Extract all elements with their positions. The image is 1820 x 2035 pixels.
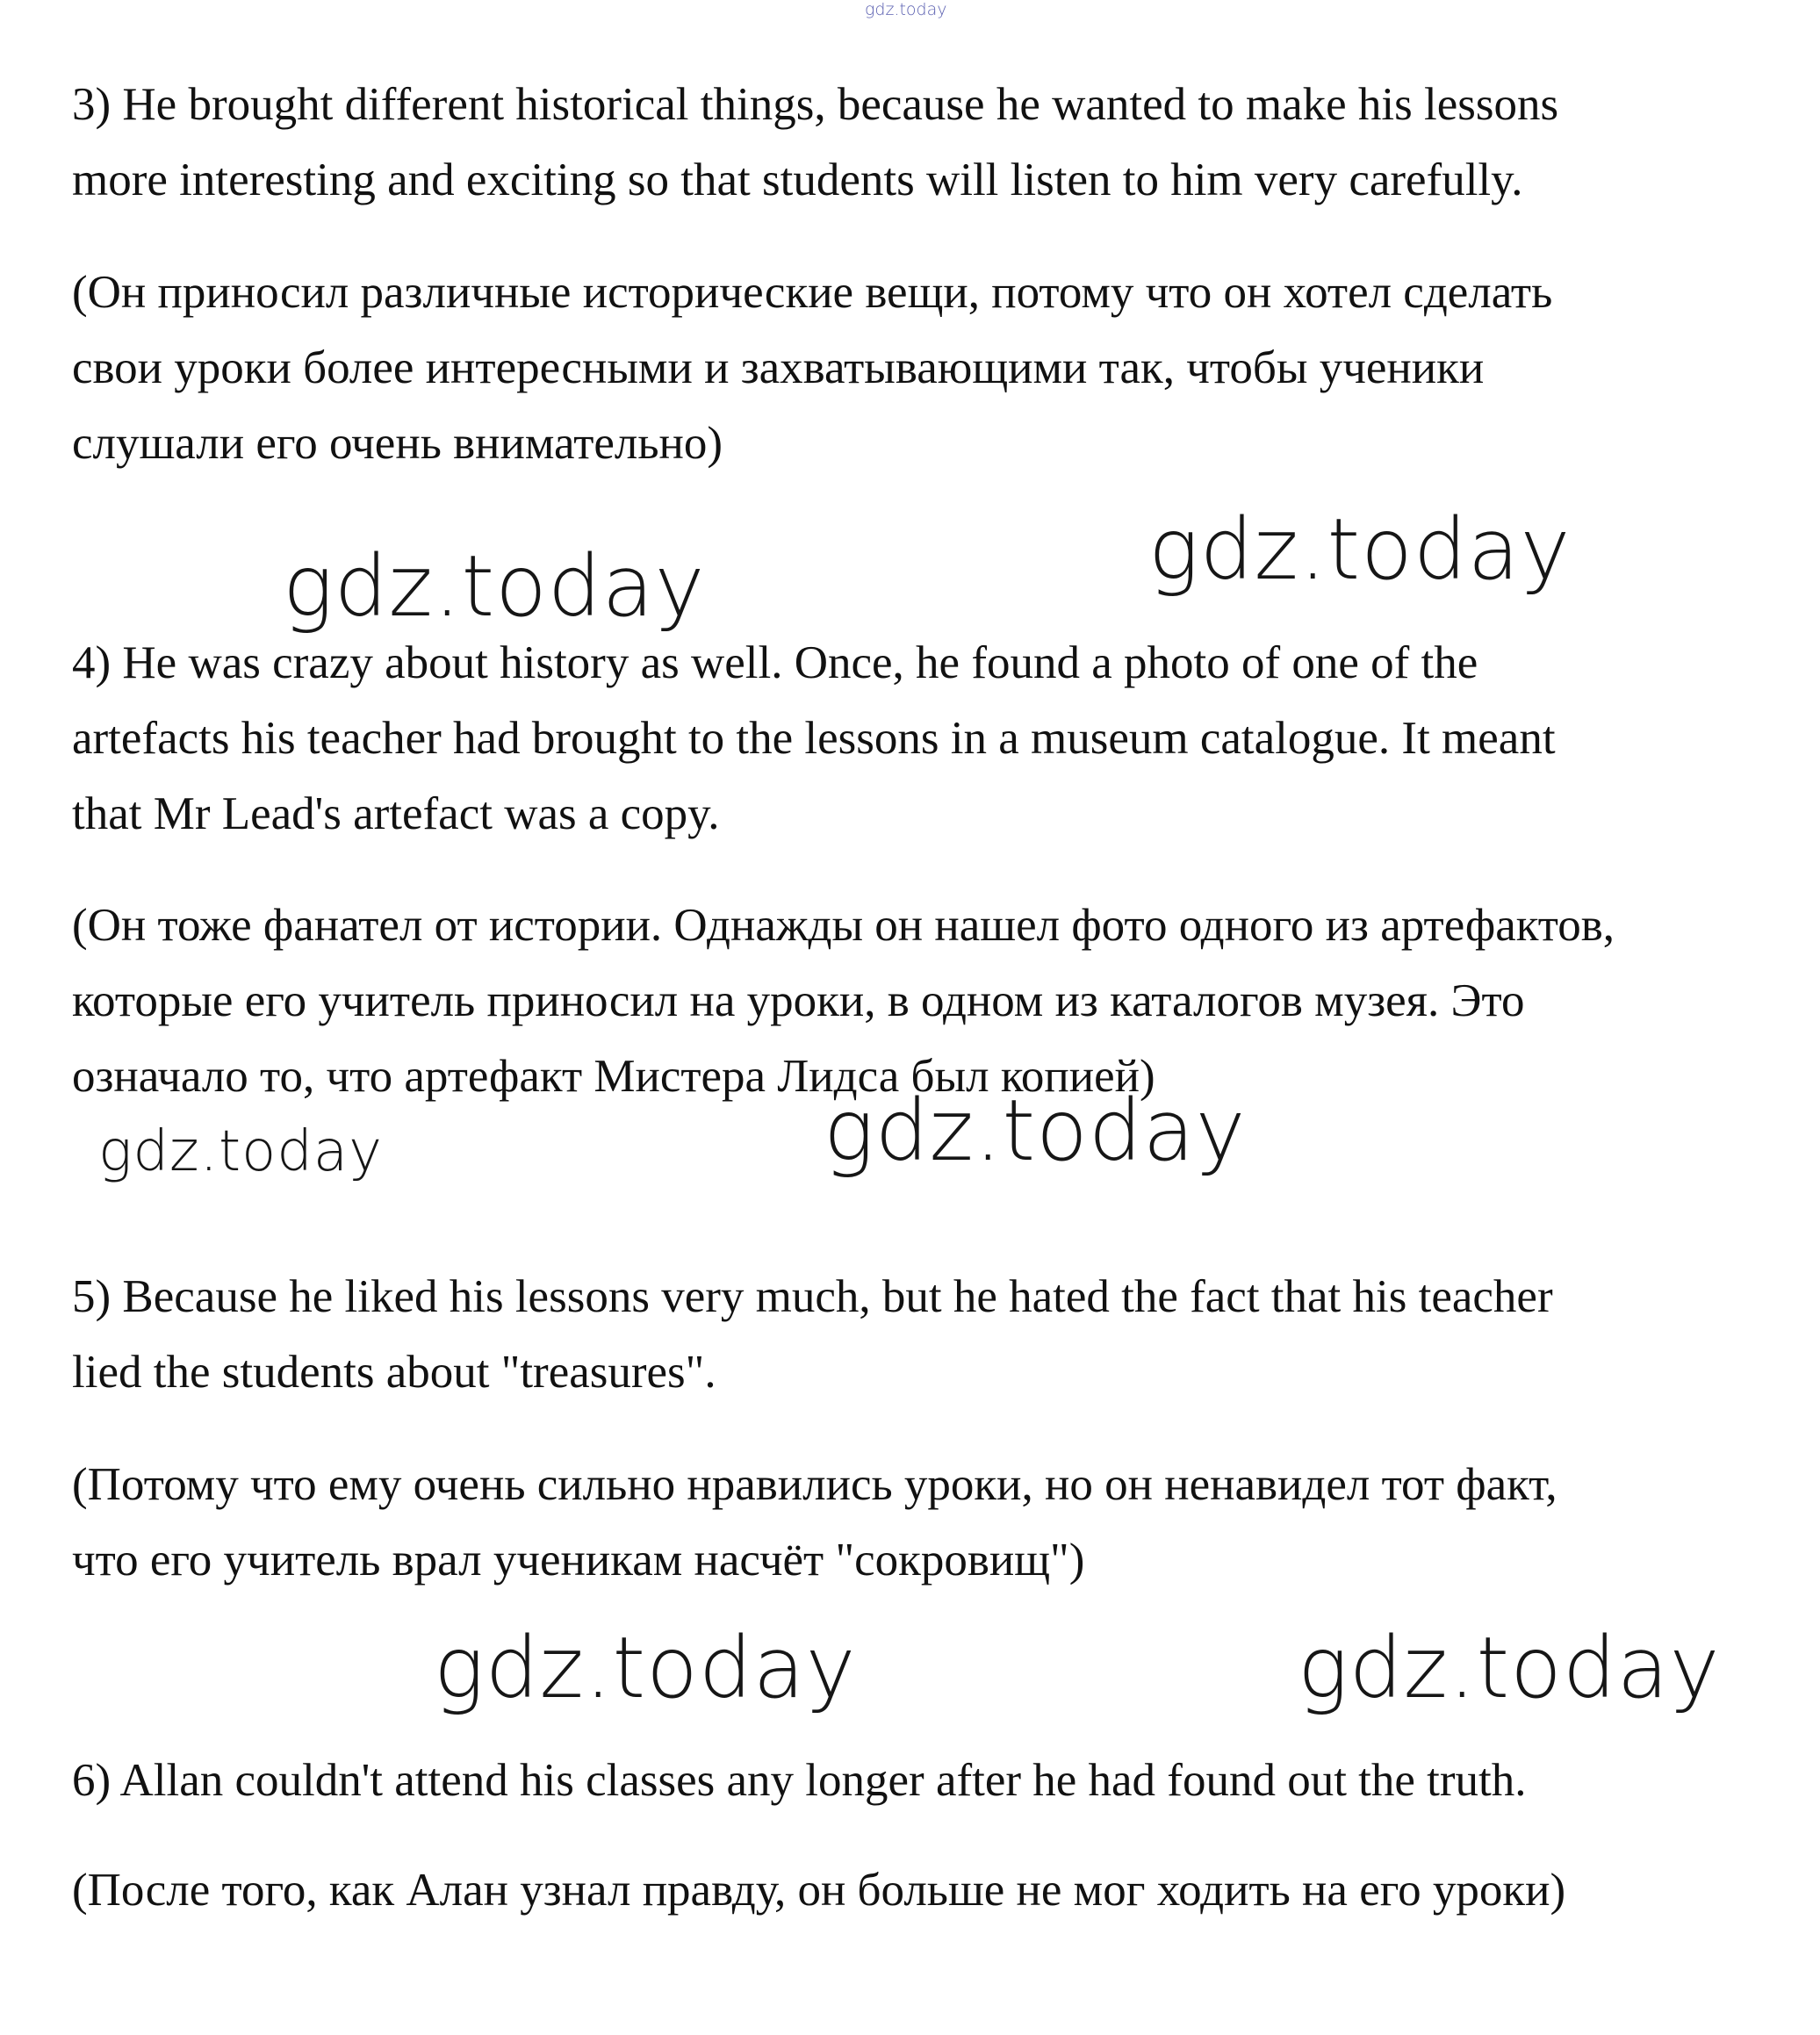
answer-5-english [72, 1259, 1553, 1410]
answer-6-english [72, 1743, 1527, 1818]
text-line: свои уроки более интересными и захватывающими так, чтобы ученики [72, 342, 1485, 393]
text-line: more interesting and exciting so that students will listen to him very carefully. [72, 155, 1523, 205]
text-line: (Он тоже фанател от истории. Однажды он нашел фото одного из артефактов, [72, 900, 1615, 951]
answer-4-russian [72, 888, 1615, 1114]
watermark: gdz.today [283, 537, 706, 636]
watermark: gdz.today [824, 1082, 1247, 1180]
watermark-top: gdz.today [865, 0, 947, 19]
watermark: gdz.today [1148, 500, 1572, 599]
text-line: that Mr Lead's artefact was a copy. [72, 788, 720, 839]
answer-3-english [72, 67, 1558, 218]
text-line: слушали его очень внимательно) [72, 418, 723, 469]
text-line: (Он приносил различные исторические вещи, потому что он хотел сделать [72, 267, 1553, 318]
text-line: 4) He was crazy about history as well. Once, he found a photo of one of the [72, 637, 1478, 688]
text-line: artefacts his teacher had brought to the lessons in a museum catalogue. It meant [72, 713, 1556, 764]
text-line: которые его учитель приносил на уроки, в одном из каталогов музея. Это [72, 975, 1525, 1026]
text-line: 6) Allan couldn't attend his classes any longer after he had found out the truth. [72, 1755, 1527, 1806]
text-line: что его учитель врал ученикам насчёт "сокровищ") [72, 1535, 1085, 1586]
watermark: gdz.today [1298, 1619, 1721, 1717]
text-line: (Потому что ему очень сильно нравились уроки, но он ненавидел тот факт, [72, 1459, 1557, 1510]
text-line: 5) Because he liked his lessons very much, but he hated the fact that his teacher [72, 1271, 1553, 1322]
answer-5-russian [72, 1447, 1557, 1598]
watermark: gdz.today [434, 1619, 857, 1717]
text-line: lied the students about "treasures". [72, 1347, 716, 1398]
watermark: gdz.today [98, 1119, 383, 1184]
answer-4-english [72, 625, 1556, 852]
answer-3-russian [72, 255, 1552, 481]
text-line: (После того, как Алан узнал правду, он больше не мог ходить на его уроки) [72, 1865, 1566, 1916]
text-line: означало то, что артефакт Мистера Лидса был копией) [72, 1051, 1155, 1102]
text-line: 3) He brought different historical things, because he wanted to make his lessons [72, 79, 1559, 130]
answer-6-russian [72, 1852, 1565, 1928]
